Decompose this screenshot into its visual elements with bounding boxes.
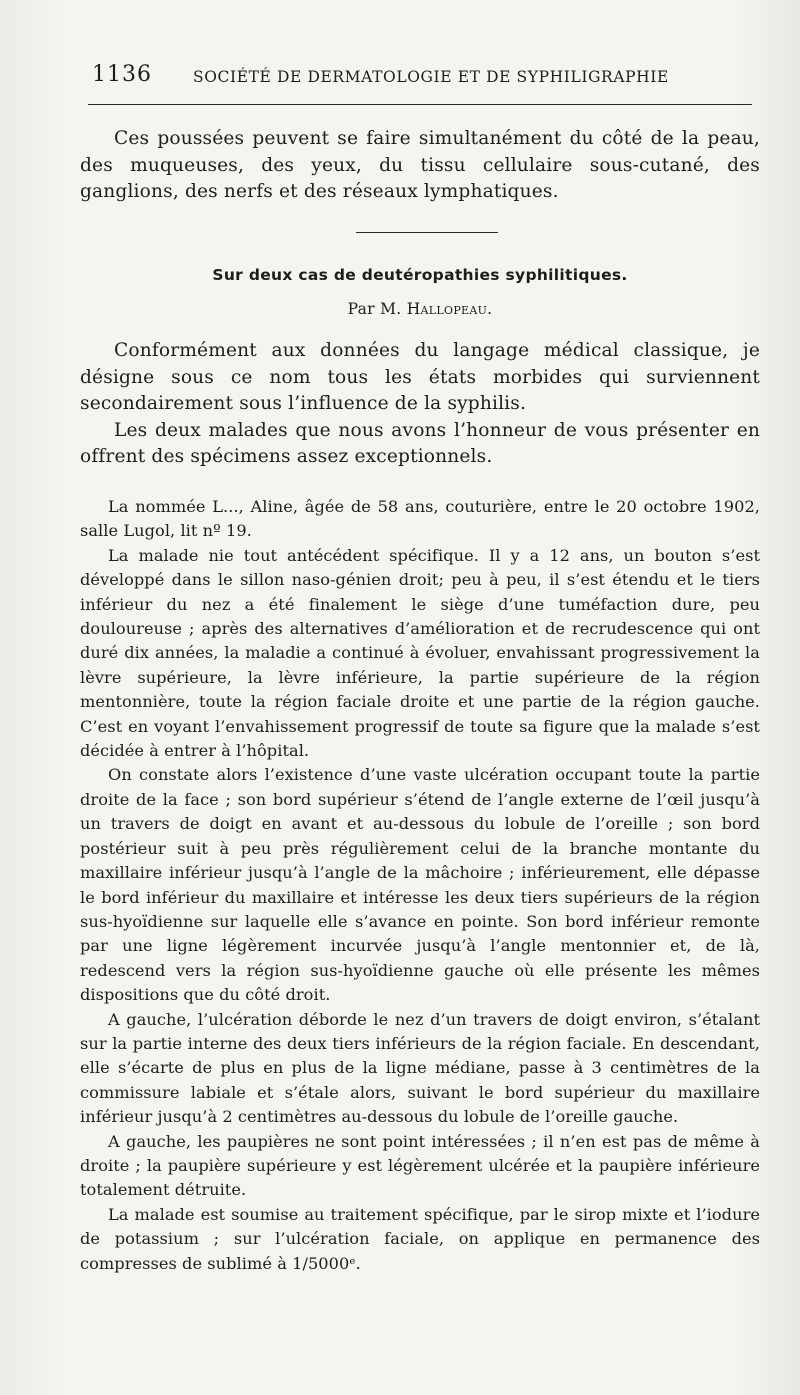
page-header [92, 62, 760, 96]
large-paragraphs [80, 338, 760, 471]
small-paragraphs [80, 495, 760, 1276]
article-byline [80, 300, 760, 318]
page-number: 1136 [92, 62, 152, 87]
small-paragraph: La nommée L..., Aline, âgée de 58 ans, couturière, entre le 20 octobre 1902, salle Lugol, lit nº 19. [80, 497, 760, 541]
intro-paragraph: Ces poussées peuvent se faire simultanément du côté de la peau, des muqueuses, des yeux, du tissu cellulaire sous-cutané, des ganglions, des nerfs et des réseaux lymphatiques. [80, 128, 760, 202]
small-paragraph: On constate alors l’existence d’une vaste ulcération occupant toute la partie droite de la face ; son bord supérieur s’étend de l’angle externe de l’œil jusqu’à un travers de doigt en avant et au-dessous du lobule de l’oreille ; son bord postérieur suit à peu près régulièrement celui de la branche montante du maxillaire inférieur jusqu’à l’angle de la mâchoire ; inférieurement, elle dépasse le bord inférieur du maxillaire et intéresse les deux tiers supérieurs de la région sus-hyoïdienne sur laquelle elle s’avance en pointe. Son bord inférieur remonte par une ligne légèrement incurvée jusqu’à l’angle mentonnier et, de là, redescend vers la région sus-hyoïdienne gauche où elle présente les mêmes dispositions que du côté droit. [80, 765, 760, 1005]
byline-author: Hallopeau. [406, 300, 493, 318]
small-paragraph: La malade nie tout antécédent spécifique. Il y a 12 ans, un bouton s’est développé dans le sillon naso-génien droit; peu à peu, il s’est étendu et le tiers inférieur du nez a été finalement le siège d’une tuméfaction dure, peu douloureuse ; après des alternatives d’amélioration et de recrudescence qui ont duré dix années, la maladie a continué à évoluer, envahissant progressivement la lèvre supérieure, la lèvre inférieure, la partie supérieure de la région mentonnière, toute la région faciale droite et une partie de la région gauche. C’est en voyant l’envahissement progressif de toute sa figure que la malade s’est décidée à entrer à l’hôpital. [80, 545, 760, 761]
large-paragraph: Les deux malades que nous avons l’honneur de vous présenter en offrent des spécimens assez exceptionnels. [80, 419, 760, 467]
section-divider [356, 232, 498, 233]
article-title: Sur deux cas de deutéropathies syphilitiques. [212, 266, 628, 284]
intro-block [80, 126, 760, 206]
large-paragraph: Conformément aux données du langage médical classique, je désigne sous ce nom tous les états morbides qui surviennent secondairement sous l’influence de la syphilis. [80, 340, 760, 414]
byline-prefix: Par M. [347, 300, 402, 318]
small-paragraph: A gauche, l’ulcération déborde le nez d’un travers de doigt environ, s’étalant sur la partie interne des deux tiers inférieurs de la région faciale. En descendant, elle s’écarte de plus en plus de la ligne médiane, passe à 3 centimètres de la commissure labiale et s’étale alors, suivant le bord supérieur du maxillaire inférieur jusqu’à 2 centimètres au-dessous du lobule de l’oreille gauche. [80, 1009, 760, 1127]
small-paragraph: A gauche, les paupières ne sont point intéressées ; il n’en est pas de même à droite ; la paupière supérieure y est légèrement ulcérée et la paupière inférieure totalement détruite. [80, 1131, 760, 1200]
running-head: SOCIÉTÉ DE DERMATOLOGIE ET DE SYPHILIGRAPHIE [193, 68, 669, 86]
header-rule [88, 104, 752, 105]
small-paragraph: La malade est soumise au traitement spécifique, par le sirop mixte et l’iodure de potassium ; sur l’ulcération faciale, on applique en permanence des compresses de sublimé à 1/5000ᵉ. [80, 1204, 760, 1273]
